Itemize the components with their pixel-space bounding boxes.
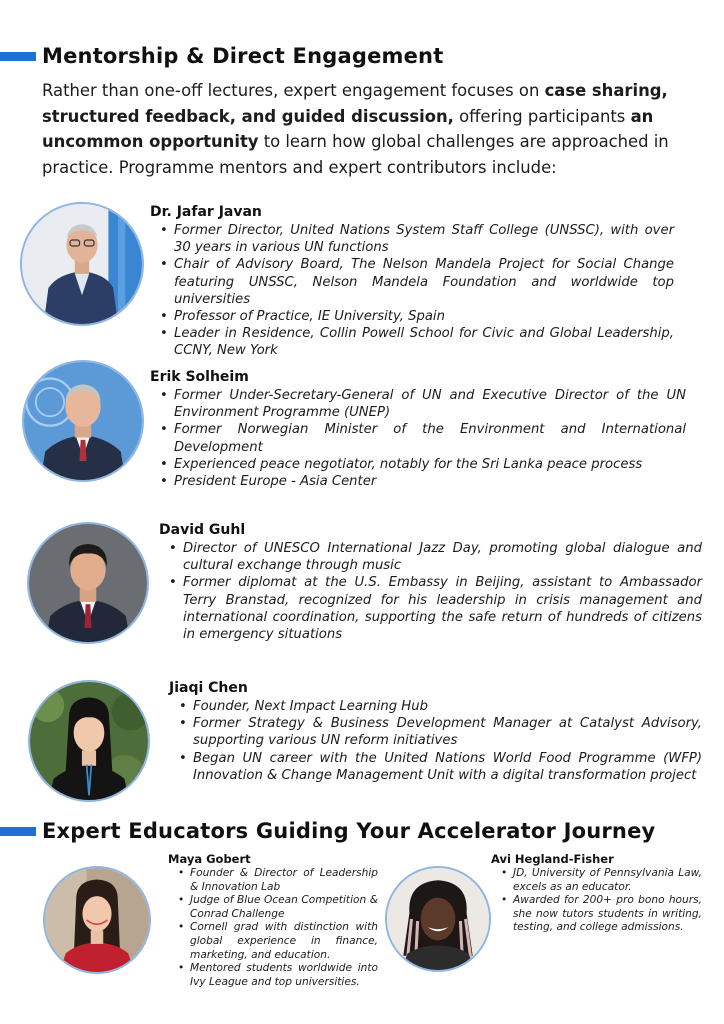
list-item: • Leader in Residence, Collin Powell School for Civic and Global Leadership, CCNY, New York xyxy=(174,325,674,359)
avatar-maya-gobert xyxy=(43,866,151,974)
mentor-bullets xyxy=(150,222,674,360)
mentor-card-erik-solheim xyxy=(150,369,686,490)
mentor-name: Jiaqi Chen xyxy=(169,680,248,696)
avatar-jiaqi-chen xyxy=(28,680,150,802)
mentor-card-jiaqi-chen xyxy=(169,680,702,784)
avatar-erik-solheim xyxy=(22,360,144,482)
avatar-jafar-javan xyxy=(20,202,144,326)
list-item: • Judge of Blue Ocean Competition & Conrad Challenge xyxy=(190,894,378,921)
list-item: • Former Under-Secretary-General of UN and Executive Director of the UN Environment Programme (UNEP) xyxy=(174,387,686,421)
list-item: • Awarded for 200+ pro bono hours, she now tutors students in writing, testing, and college admissions. xyxy=(513,894,702,935)
mentor-bullets xyxy=(159,540,702,643)
intro-text-2: offering participants xyxy=(453,106,631,126)
section-title-educators: Expert Educators Guiding Your Accelerator Journey xyxy=(42,819,656,843)
mentor-name: Erik Solheim xyxy=(150,369,249,385)
intro-paragraph xyxy=(42,78,682,180)
mentor-bullets xyxy=(169,698,702,784)
list-item: • Former Strategy & Business Development Manager at Catalyst Advisory, supporting various UN reform initiatives xyxy=(193,715,702,749)
list-item: • JD, University of Pennsylvania Law, excels as an educator. xyxy=(513,867,702,894)
educator-card-maya-gobert xyxy=(168,852,378,989)
list-item: • Director of UNESCO International Jazz Day, promoting global dialogue and cultural exchange through music xyxy=(183,540,702,574)
mentor-name: David Guhl xyxy=(159,522,246,538)
educator-name: Maya Gobert xyxy=(168,852,251,866)
mentor-bullets xyxy=(150,387,686,490)
list-item: • Mentored students worldwide into Ivy League and top universities. xyxy=(190,962,378,989)
avatar-david-guhl xyxy=(27,522,149,644)
educator-name: Avi Hegland-Fisher xyxy=(491,852,614,866)
list-item: • Cornell grad with distinction with global experience in finance, marketing, and education. xyxy=(190,921,378,962)
educator-card-avi-hegland-fisher xyxy=(491,852,702,935)
accent-bar xyxy=(0,827,36,836)
section-header-educators xyxy=(0,819,655,843)
mentor-card-david-guhl xyxy=(159,522,702,643)
section-title-mentorship: Mentorship & Direct Engagement xyxy=(42,44,444,68)
list-item: • President Europe - Asia Center xyxy=(174,473,686,490)
mentor-card-jafar-javan xyxy=(150,204,674,360)
intro-text-3: to learn how global challenges are approached in practice. Programme mentors and expert contributors include: xyxy=(42,132,669,177)
list-item: • Experienced peace negotiator, notably for the Sri Lanka peace process xyxy=(174,456,686,473)
section-header-mentorship xyxy=(0,44,443,68)
intro-bold-1: case sharing, structured feedback, and guided discussion, xyxy=(42,81,668,126)
list-item: • Former Director, United Nations System Staff College (UNSSC), with over 30 years in various UN functions xyxy=(174,222,674,256)
list-item: • Former diplomat at the U.S. Embassy in Beijing, assistant to Ambassador Terry Branstad, recognized for his leadership in crisis management and international coordination, supporting the safe return of hundreds of citizens in emergency situations xyxy=(183,574,702,643)
accent-bar xyxy=(0,52,36,61)
mentor-name: Dr. Jafar Javan xyxy=(150,204,262,220)
list-item: • Professor of Practice, IE University, Spain xyxy=(174,308,674,325)
educator-bullets xyxy=(491,867,702,935)
list-item: • Former Norwegian Minister of the Environment and International Development xyxy=(174,421,686,455)
intro-text-1: Rather than one-off lectures, expert engagement focuses on xyxy=(42,81,545,100)
educator-bullets xyxy=(168,867,378,989)
avatar-avi-hegland-fisher xyxy=(385,866,491,972)
intro-bold-2: an uncommon opportunity xyxy=(42,106,654,151)
list-item: • Chair of Advisory Board, The Nelson Mandela Project for Social Change featuring UNSSC, Nelson Mandela Foundation and worldwide top universities xyxy=(174,256,674,308)
list-item: • Founder & Director of Leadership & Innovation Lab xyxy=(190,867,378,894)
list-item: • Began UN career with the United Nations World Food Programme (WFP) Innovation & Change Management Unit with a digital transformation project xyxy=(193,750,702,784)
list-item: • Founder, Next Impact Learning Hub xyxy=(193,698,702,715)
